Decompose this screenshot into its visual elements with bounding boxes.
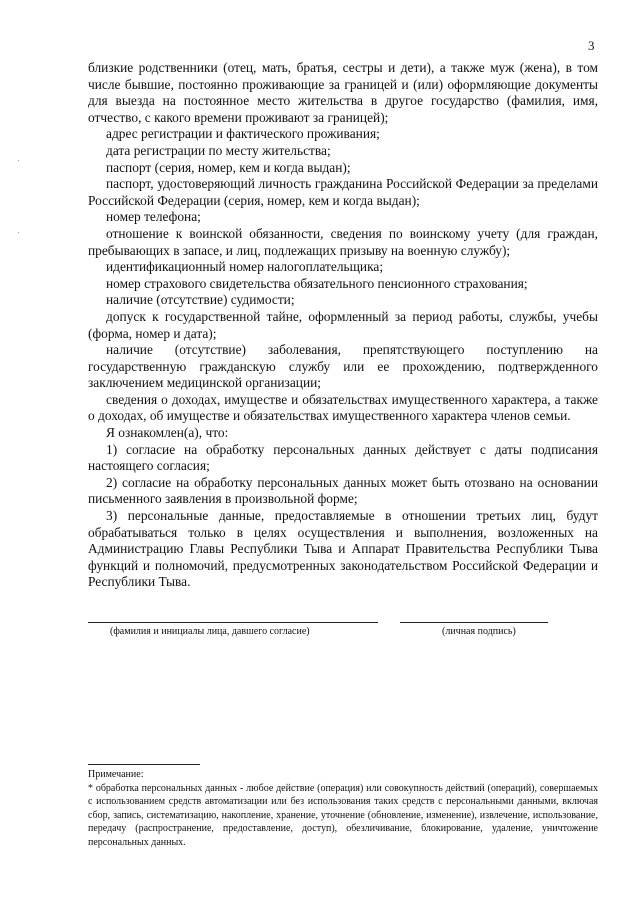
paragraph-item-2: 2) согласие на обработку персональных данных может быть отозвано на основании письменного заявления в произвольной форме;: [88, 474, 598, 507]
paragraph-disease: наличие (отсутствие) заболевания, препятствующего поступлению на государственную гражданскую службу или ее прохождению, подтвержденного заключением медицинской организации;: [88, 342, 598, 391]
paragraph-foreign-passport: паспорт, удостоверяющий личность гражданина Российской Федерации за пределами Российской Федерации (серия, номер, кем и когда выдан);: [88, 176, 598, 208]
footnote-separator: [88, 764, 200, 765]
paragraph-income: сведения о доходах, имуществе и обязательствах имущественного характера, а также о доходах, об имуществе и обязательствах имущественного характера членов семьи.: [88, 391, 598, 424]
paragraph-passport: паспорт (серия, номер, кем и когда выдан);: [106, 159, 351, 175]
paragraph-state-secret: допуск к государственной тайне, оформленный за период работы, службы, учебы (форма, номер и дата);: [88, 308, 598, 341]
paragraph-tax-id: идентификационный номер налогоплательщика;: [106, 259, 384, 275]
paragraph-registration-date: дата регистрации по месту жительства;: [106, 142, 331, 158]
paragraph-criminal-record: наличие (отсутствие) судимости;: [106, 292, 295, 308]
paragraph-military: отношение к воинской обязанности, сведения по воинскому учету (для граждан, пребывающих в запасе, и лиц, подлежащих призыву на военную службу);: [88, 225, 598, 258]
paragraph-item-3: 3) персональные данные, предоставляемые в отношении третьих лиц, будут обрабатываться только в целях осуществления и выполнения, возложенных на Администрацию Главы Республики Тыва и Аппарат Правительства Республики Тыва функций и полномочий, предусмотренных законодательством Российской Федерации и Республики Тыва.: [88, 508, 598, 590]
paragraph-relatives: близкие родственники (отец, мать, братья, сестры и дети), а также муж (жена), в том числе бывшие, постоянно проживающие за границей и (или) оформляющие документы для выезда на постоянное место жительства в другое государство (фамилия, имя, отчество, с какого времени проживают за границей);: [88, 60, 598, 125]
name-signature-line: [88, 622, 378, 623]
paragraph-pension-number: номер страхового свидетельства обязательного пенсионного страхования;: [106, 275, 528, 291]
page-number: 3: [588, 38, 595, 53]
scan-speck: [18, 160, 19, 161]
scan-speck: [18, 232, 19, 233]
sign-caption: (личная подпись): [442, 626, 516, 637]
paragraph-address: адрес регистрации и фактического проживания;: [106, 126, 380, 142]
signature-block: [88, 622, 598, 652]
paragraph-item-1: 1) согласие на обработку персональных данных действует с даты подписания настоящего согласия;: [88, 441, 598, 474]
personal-signature-line: [400, 622, 548, 623]
name-caption: (фамилия и инициалы лица, давшего согласие): [110, 626, 310, 637]
footnote: [88, 768, 598, 850]
paragraph-acknowledged: Я ознакомлен(а), что:: [106, 425, 229, 441]
footnote-title: Примечание:: [88, 769, 144, 780]
consent-body: [88, 60, 598, 591]
paragraph-phone: номер телефона;: [106, 209, 201, 225]
footnote-text: * обработка персональных данных - любое действие (операция) или совокупность действий (операций), совершаемых с использованием средств автоматизации или без использования таких средств с персональными данными, включая сбор, запись, систематизацию, накопление, хранение, уточнение (обновление, изменение), извлечение, использование, передачу (распространение, предоставление, доступ), обезличивание, блокирование, удаление, уничтожение персональных данных.: [88, 782, 598, 848]
